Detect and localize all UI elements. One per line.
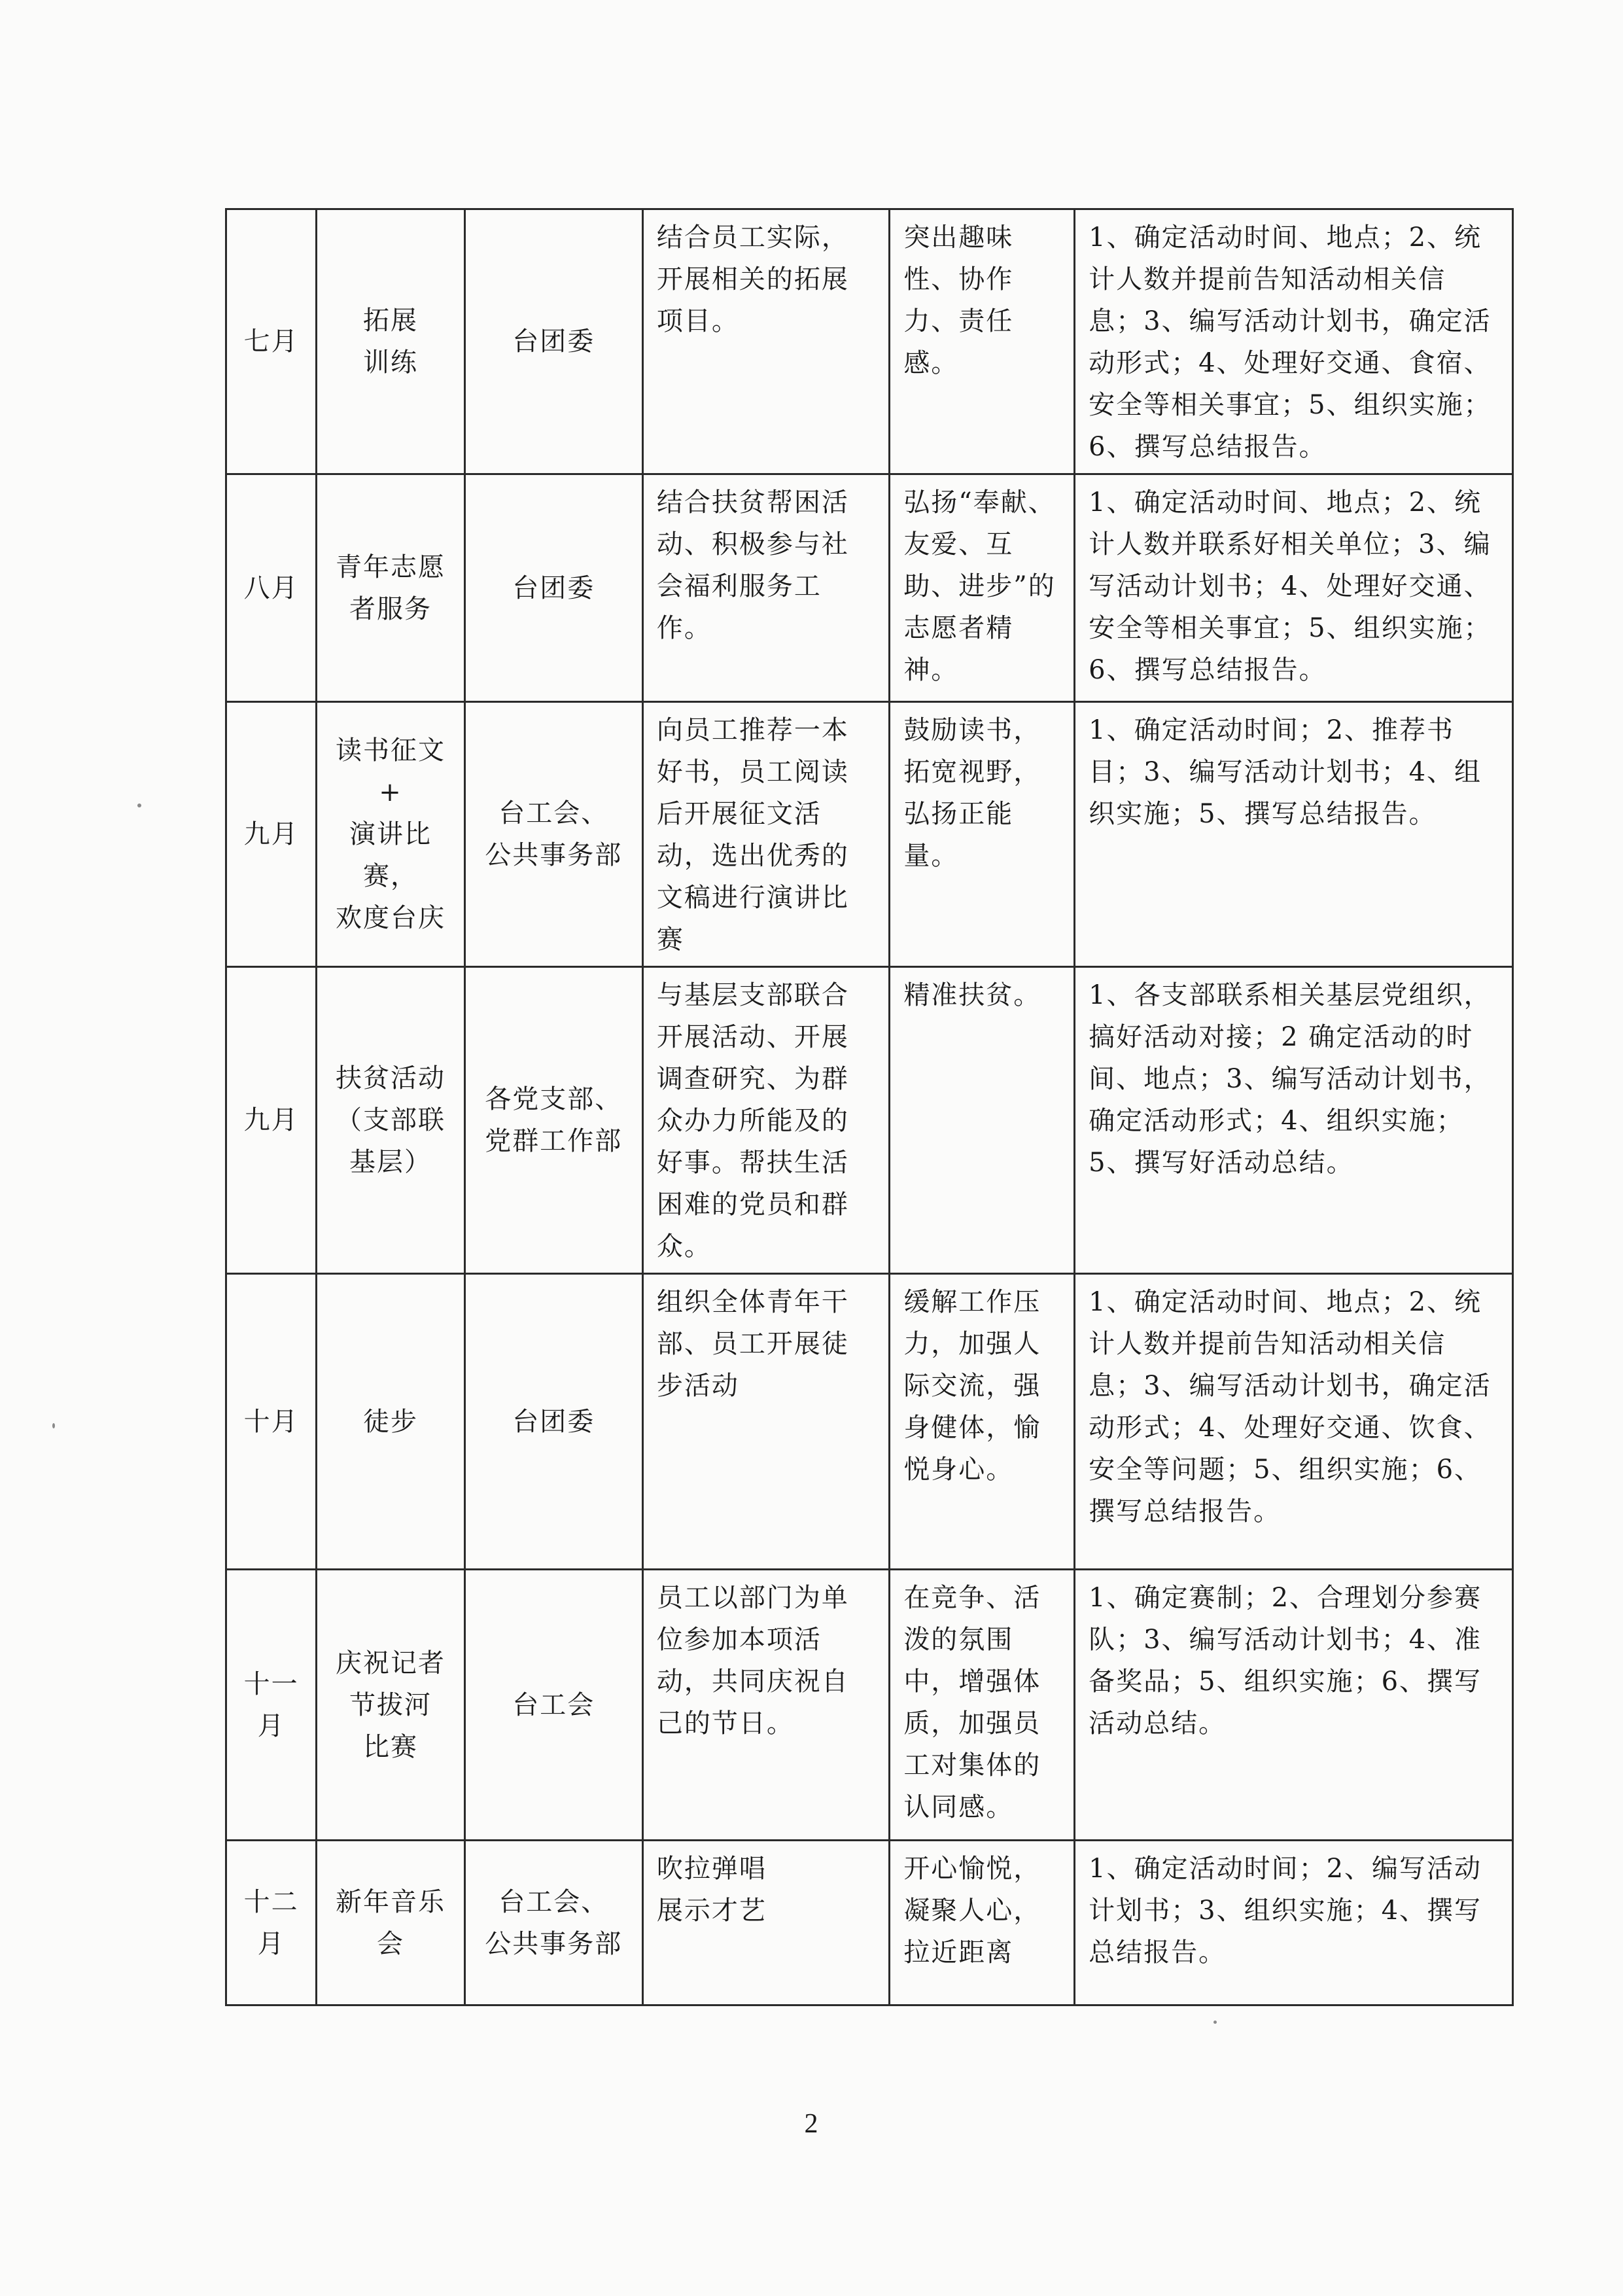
month-cell: 十二 月 [226,1841,317,2005]
activity-name-cell: 徒步 [317,1274,464,1570]
department-cell: 台团委 [464,1274,642,1570]
activity-goal-cell: 开心愉悦，凝聚人心，拉近距离 [890,1841,1075,2005]
activity-name-cell: 青年志愿 者服务 [317,474,464,702]
table-row [226,1841,1513,2005]
activity-content-cell: 组织全体青年干部、员工开展徒步活动 [642,1274,889,1570]
activity-goal-cell: 精准扶贫。 [890,967,1075,1274]
department-cell: 台团委 [464,209,642,474]
activity-content-cell: 吹拉弹唱 展示才艺 [642,1841,889,2005]
month-cell: 十一 月 [226,1570,317,1841]
table-row [226,1570,1513,1841]
department-cell: 台团委 [464,474,642,702]
department-cell: 各党支部、 党群工作部 [464,967,642,1274]
department-cell: 台工会、 公共事务部 [464,1841,642,2005]
table-row [226,474,1513,702]
month-cell: 八月 [226,474,317,702]
month-cell: 九月 [226,967,317,1274]
month-cell: 十月 [226,1274,317,1570]
activity-name-cell: 拓展 训练 [317,209,464,474]
page-number: 2 [804,2109,818,2139]
table-row [226,967,1513,1274]
implementation-steps-cell: 1、确定赛制；2、合理划分参赛队；3、编写活动计划书；4、准备奖品；5、组织实施；6、撰写活动总结。 [1075,1570,1513,1841]
activity-goal-cell: 弘扬“奉献、友爱、互助、进步”的志愿者精神。 [890,474,1075,702]
activity-goal-cell: 突出趣味性、协作力、责任感。 [890,209,1075,474]
activity-content-cell: 结合员工实际，开展相关的拓展项目。 [642,209,889,474]
department-cell: 台工会、 公共事务部 [464,702,642,967]
scan-speck [137,804,141,807]
activity-goal-cell: 缓解工作压力，加强人际交流，强身健体，愉悦身心。 [890,1274,1075,1570]
scan-speck [1213,2021,1217,2024]
activity-content-cell: 结合扶贫帮困活动、积极参与社会福利服务工作。 [642,474,889,702]
implementation-steps-cell: 1、确定活动时间；2、推荐书目；3、编写活动计划书；4、组织实施；5、撰写总结报告。 [1075,702,1513,967]
activity-name-cell: 读书征文+ 演讲比赛， 欢度台庆 [317,702,464,967]
implementation-steps-cell: 1、确定活动时间、地点；2、统计人数并提前告知活动相关信息；3、编写活动计划书，确定活动形式；4、处理好交通、食宿、安全等相关事宜；5、组织实施；6、撰写总结报告。 [1075,209,1513,474]
implementation-steps-cell: 1、各支部联系相关基层党组织，搞好活动对接；2 确定活动的时间、地点；3、编写活动计划书，确定活动形式；4、组织实施；5、撰写好活动总结。 [1075,967,1513,1274]
activity-content-cell: 与基层支部联合开展活动、开展调查研究、为群众办力所能及的好事。帮扶生活困难的党员和群众。 [642,967,889,1274]
implementation-steps-cell: 1、确定活动时间、地点；2、统计人数并提前告知活动相关信息；3、编写活动计划书，确定活动形式；4、处理好交通、饮食、安全等问题；5、组织实施；6、撰写总结报告。 [1075,1274,1513,1570]
activity-content-cell: 员工以部门为单位参加本项活动，共同庆祝自己的节日。 [642,1570,889,1841]
activity-plan-table [225,208,1514,2006]
activity-goal-cell: 鼓励读书，拓宽视野，弘扬正能量。 [890,702,1075,967]
month-cell: 七月 [226,209,317,474]
month-cell: 九月 [226,702,317,967]
table-row [226,209,1513,474]
activity-name-cell: 庆祝记者 节拔河 比赛 [317,1570,464,1841]
table-row [226,1274,1513,1570]
activity-name-cell: 新年音乐 会 [317,1841,464,2005]
activity-goal-cell: 在竞争、活泼的氛围中，增强体质，加强员工对集体的认同感。 [890,1570,1075,1841]
department-cell: 台工会 [464,1570,642,1841]
implementation-steps-cell: 1、确定活动时间；2、编写活动计划书；3、组织实施；4、撰写总结报告。 [1075,1841,1513,2005]
activity-name-cell: 扶贫活动 （支部联 基层） [317,967,464,1274]
scan-speck [52,1423,55,1428]
table-row [226,702,1513,967]
implementation-steps-cell: 1、确定活动时间、地点；2、统计人数并联系好相关单位；3、编写活动计划书；4、处理好交通、安全等相关事宜；5、组织实施；6、撰写总结报告。 [1075,474,1513,702]
activity-content-cell: 向员工推荐一本好书，员工阅读后开展征文活动，选出优秀的文稿进行演讲比赛 [642,702,889,967]
